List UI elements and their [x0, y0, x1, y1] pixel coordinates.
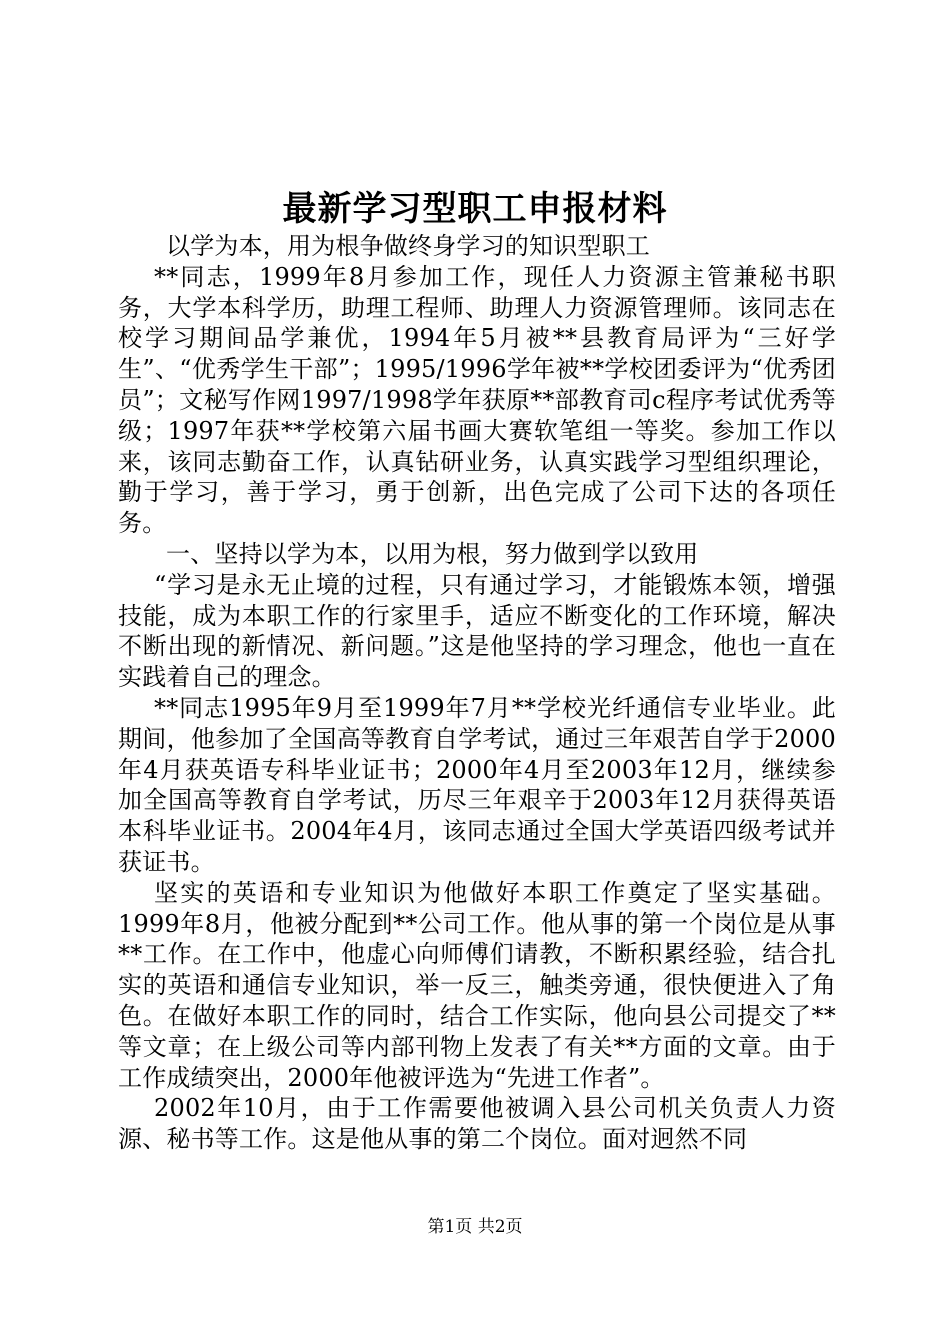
- paragraph-intro: **同志，1999年8月参加工作，现任人力资源主管兼秘书职务，大学本科学历，助理工程师、助理人力资源管理师。该同志在校学习期间品学兼优，1994年5月被**县教育局评为“三好学生”、“优秀学生干部”；1995/1996学年被**学校团委评为“优秀团员”；文秘写作网1997/1998学年获原**部教育司c程序考试优秀等级；1997年获**学校第六届书画大赛软笔组一等奖。参加工作以来，该同志勤奋工作，认真钻研业务，认真实践学习型组织理论，勤于学习，善于学习，勇于创新，出色完成了公司下达的各项任务。: [118, 262, 836, 538]
- section-heading: 一、坚持以学为本，以用为根，努力做到学以致用: [166, 539, 699, 568]
- paragraph-education: **同志1995年9月至1999年7月**学校光纤通信专业毕业。此期间，他参加了全国高等教育自学考试，通过三年艰苦自学于2000年4月获英语专科毕业证书；2000年4月至2003年12月，继续参加全国高等教育自学考试，历尽三年艰辛于2003年12月获得英语本科毕业证书。2004年4月，该同志通过全国大学英语四级考试并获证书。: [118, 693, 836, 876]
- paragraph-first-position: 坚实的英语和专业知识为他做好本职工作奠定了坚实基础。1999年8月，他被分配到**公司工作。他从事的第一个岗位是从事**工作。在工作中，他虚心向师傅们请教，不断积累经验，结合扎实的英语和通信专业知识，举一反三，触类旁通，很快便进入了角色。在做好本职工作的同时，结合工作实际，他向县公司提交了**等文章；在上级公司等内部刊物上发表了有关**方面的文章。由于工作成绩突出，2000年他被评选为“先进工作者”。: [118, 878, 836, 1092]
- paragraph-quote: “学习是永无止境的过程，只有通过学习，才能锻炼本领，增强技能，成为本职工作的行家里手，适应不断变化的工作环境，解决不断出现的新情况、新问题。”这是他坚持的学习理念，他也一直在实践着自己的理念。: [118, 570, 836, 692]
- page-footer: 第1页 共2页: [427, 1217, 523, 1237]
- paragraph-subtitle: 以学为本，用为根争做终身学习的知识型职工: [166, 232, 650, 260]
- paragraph-second-position: 2002年10月，由于工作需要他被调入县公司机关负责人力资源、秘书等工作。这是他从事的第二个岗位。面对迥然不同: [118, 1094, 836, 1154]
- document-body: [118, 231, 836, 1155]
- document-title: 最新学习型职工申报材料: [282, 189, 668, 229]
